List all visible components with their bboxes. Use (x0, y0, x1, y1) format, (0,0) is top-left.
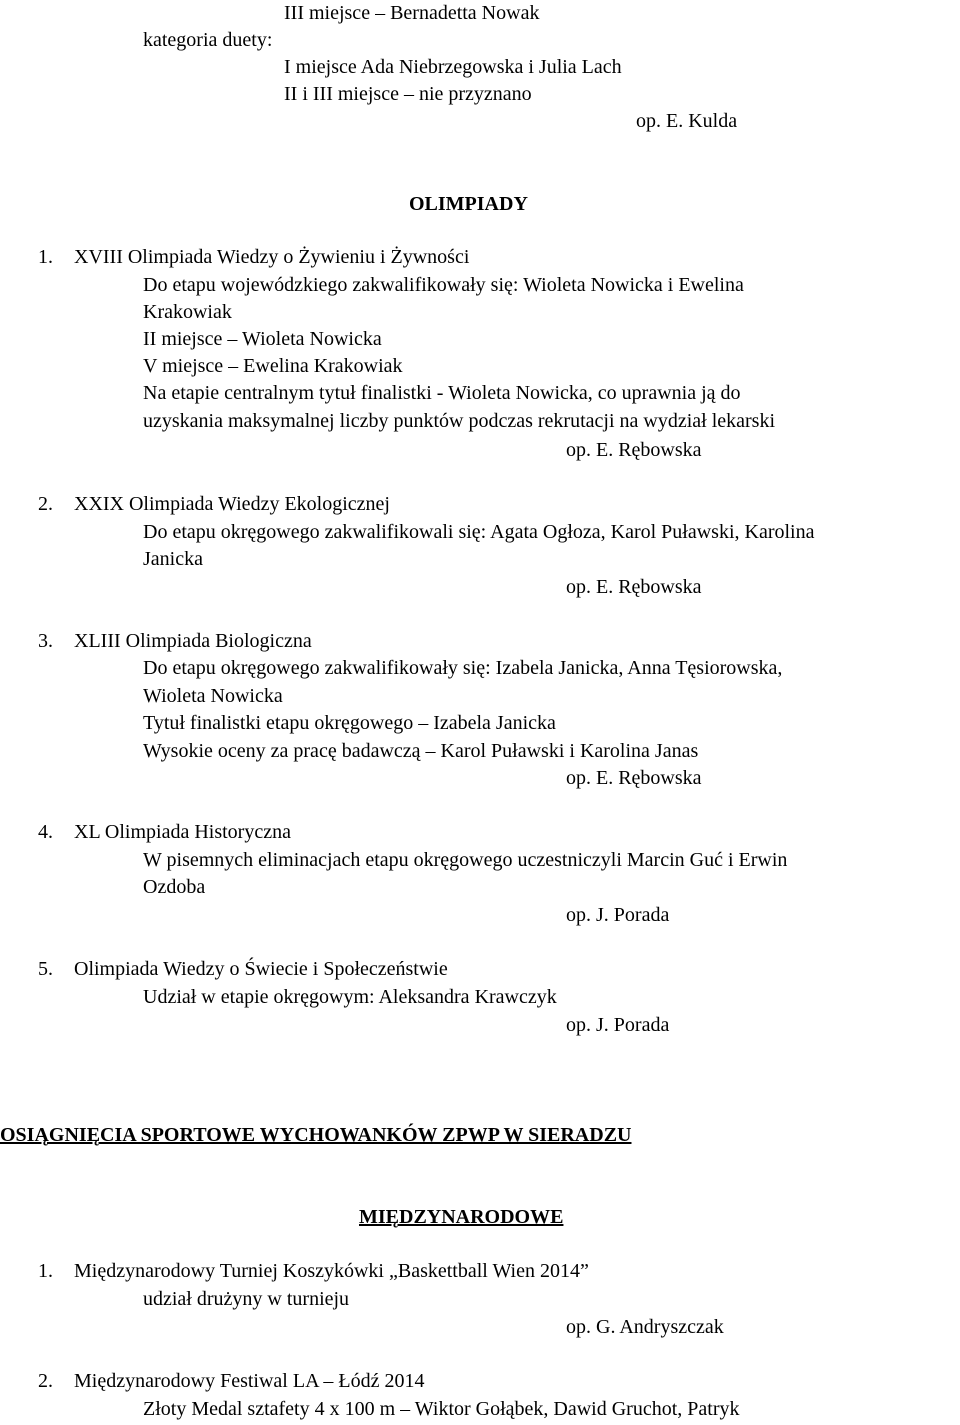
item-title: XXIX Olimpiada Wiedzy Ekologicznej (74, 493, 390, 515)
list-number: 1. (38, 1260, 53, 1282)
section-heading: OSIĄGNIĘCIA SPORTOWE WYCHOWANKÓW ZPWP W SIERADZU (0, 1124, 632, 1146)
text-line: II miejsce – Wioleta Nowicka (143, 328, 382, 350)
item-title: XLIII Olimpiada Biologiczna (74, 630, 312, 652)
text-line: uzyskania maksymalnej liczby punktów podczas rekrutacji na wydział lekarski (143, 410, 776, 432)
text-line: II i III miejsce – nie przyznano (284, 83, 532, 105)
signature-line: op. J. Porada (566, 1014, 670, 1036)
text-line: V miejsce – Ewelina Krakowiak (143, 355, 403, 377)
text-line: III miejsce – Bernadetta Nowak (284, 2, 540, 24)
signature-line: op. E. Rębowska (566, 439, 702, 461)
list-number: 4. (38, 821, 53, 843)
text-line: Złoty Medal sztafety 4 x 100 m – Wiktor Gołąbek, Dawid Gruchot, Patryk (143, 1398, 740, 1420)
section-heading: OLIMPIADY (409, 193, 528, 215)
text-line: Do etapu wojewódzkiego zakwalifikowały się: Wioleta Nowicka i Ewelina (143, 274, 744, 296)
text-line: udział drużyny w turnieju (143, 1288, 350, 1310)
text-line: Na etapie centralnym tytuł finalistki - Wioleta Nowicka, co uprawnia ją do (143, 382, 741, 404)
text-line: Wioleta Nowicka (143, 685, 283, 707)
text-line: W pisemnych eliminacjach etapu okręgowego uczestniczyli Marcin Guć i Erwin (143, 849, 788, 871)
text-line: Udział w etapie okręgowym: Aleksandra Krawczyk (143, 986, 557, 1008)
section-subheading: MIĘDZYNARODOWE (359, 1206, 564, 1228)
item-title: Międzynarodowy Turniej Koszykówki „Baskettball Wien 2014” (74, 1260, 589, 1282)
list-number: 2. (38, 1370, 53, 1392)
signature-line: op. E. Rębowska (566, 767, 702, 789)
list-number: 5. (38, 958, 53, 980)
signature-line: op. E. Rębowska (566, 576, 702, 598)
signature-line: op. G. Andryszczak (566, 1316, 724, 1338)
item-title: XVIII Olimpiada Wiedzy o Żywieniu i Żywności (74, 246, 470, 268)
text-line: Krakowiak (143, 301, 232, 323)
item-title: Międzynarodowy Festiwal LA – Łódź 2014 (74, 1370, 425, 1392)
text-line: Janicka (143, 548, 203, 570)
item-title: Olimpiada Wiedzy o Świecie i Społeczeństwie (74, 958, 448, 980)
list-number: 1. (38, 246, 53, 268)
text-line: Wysokie oceny za pracę badawczą – Karol Puławski i Karolina Janas (143, 740, 699, 762)
text-line: I miejsce Ada Niebrzegowska i Julia Lach (284, 56, 622, 78)
text-line: Do etapu okręgowego zakwalifikowały się: Izabela Janicka, Anna Tęsiorowska, (143, 657, 783, 679)
list-number: 3. (38, 630, 53, 652)
list-number: 2. (38, 493, 53, 515)
text-line: Tytuł finalistki etapu okręgowego – Izabela Janicka (143, 712, 556, 734)
text-line: Do etapu okręgowego zakwalifikowali się: Agata Ogłoza, Karol Puławski, Karolina (143, 521, 815, 543)
text-line: Ozdoba (143, 876, 206, 898)
item-title: XL Olimpiada Historyczna (74, 821, 291, 843)
text-line: kategoria duety: (143, 29, 273, 51)
signature-line: op. J. Porada (566, 904, 670, 926)
signature-line: op. E. Kulda (636, 110, 738, 132)
